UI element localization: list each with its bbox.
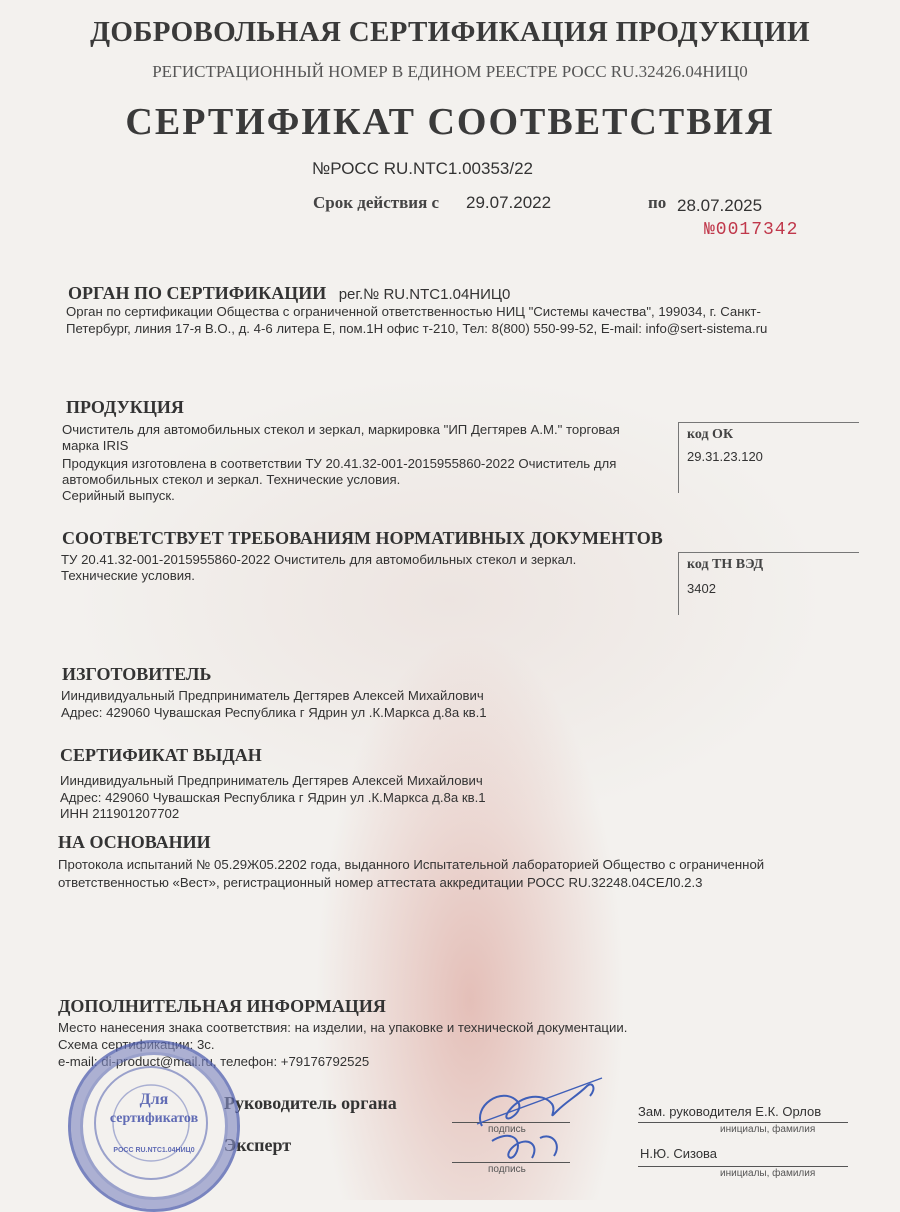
name-line-head xyxy=(638,1122,848,1123)
name-line-expert xyxy=(638,1166,848,1167)
signature-caption-head: подпись xyxy=(488,1124,526,1135)
tnved-code-value: 3402 xyxy=(687,581,716,596)
okpd-code-box xyxy=(678,422,859,493)
signature-caption-expert: подпись xyxy=(488,1164,526,1175)
okpd-code-title: код ОК xyxy=(687,427,734,442)
valid-to-date: 28.07.2025 xyxy=(677,196,763,215)
stamp-line3: РОСС RU.NTC1.04НИЦ0 xyxy=(113,1147,195,1154)
certification-stamp xyxy=(68,1040,240,1212)
additional-info-line3: e-mail: di-product@mail.ru, телефон: +79176792525 xyxy=(58,1054,370,1069)
certification-body-reg: рег.№ RU.NTC1.04НИЦ0 xyxy=(338,286,511,303)
valid-from-date: 29.07.2022 xyxy=(466,193,552,212)
certification-body-line2: Петербург, линия 17-я В.О., д. 4-6 литера Е, пом.1Н офис т-210, Тел: 8(800) 550-99-52, E-mail: info@sert-sistema.ru xyxy=(66,321,768,336)
issued-to-line1: Ииндивидуальный Предприниматель Дегтярев Алексей Михайлович xyxy=(60,773,483,788)
head-of-body-label: Руководитель органа xyxy=(224,1093,397,1113)
product-title: ПРОДУКЦИЯ xyxy=(66,397,184,417)
tnved-code-box xyxy=(678,552,859,615)
certification-body-line1: Орган по сертификации Общества с ограниченной ответственностью НИЦ "Системы качества", 199034, г. Санкт- xyxy=(66,304,761,319)
handwritten-signature xyxy=(462,1066,612,1176)
expert-label: Эксперт xyxy=(224,1135,292,1155)
product-line4: автомобильных стекол и зеркал. Технические условия. xyxy=(62,472,401,487)
additional-info-line1: Место нанесения знака соответствия: на изделии, на упаковке и технической документации. xyxy=(58,1020,628,1035)
product-line5: Серийный выпуск. xyxy=(62,488,175,503)
basis-title: НА ОСНОВАНИИ xyxy=(58,832,211,852)
manufacturer-line1: Ииндивидуальный Предприниматель Дегтярев Алексей Михайлович xyxy=(61,688,484,703)
valid-to-label: по xyxy=(648,193,667,212)
validity-label: Срок действия с xyxy=(313,193,440,212)
header-registry: РЕГИСТРАЦИОННЫЙ НОМЕР В ЕДИНОМ РЕЕСТРЕ РОСС RU.32426.04НИЦ0 xyxy=(152,62,748,81)
tnved-code-title: код ТН ВЭД xyxy=(687,557,764,572)
manufacturer-title: ИЗГОТОВИТЕЛЬ xyxy=(62,664,212,684)
page-title: СЕРТИФИКАТ СООТВЕТСТВИЯ xyxy=(125,101,775,143)
product-line1: Очиститель для автомобильных стекол и зеркал, маркировка "ИП Дегтярев А.М." торговая xyxy=(62,422,620,437)
certificate-number: №РОСС RU.NTC1.00353/22 xyxy=(312,159,533,178)
basis-line1: Протокола испытаний № 05.29Ж05.2202 года, выданного Испытательной лабораторией Общество с ограниченной xyxy=(58,857,765,872)
product-line3: Продукция изготовлена в соответствии ТУ 20.41.32-001-2015955860-2022 Очиститель для xyxy=(62,456,617,471)
product-line2: марка IRIS xyxy=(62,438,129,453)
name-caption-expert: инициалы, фамилия xyxy=(720,1168,816,1179)
name-caption-head: инициалы, фамилия xyxy=(720,1124,816,1135)
conformity-line2: Технические условия. xyxy=(61,568,195,583)
header-title-top: ДОБРОВОЛЬНАЯ СЕРТИФИКАЦИЯ ПРОДУКЦИИ xyxy=(90,16,810,48)
issued-to-line2: Адрес: 429060 Чувашская Республика г Ядрин ул .К.Маркса д.8а кв.1 xyxy=(60,790,486,805)
issued-to-title: СЕРТИФИКАТ ВЫДАН xyxy=(60,745,262,765)
stamp-line2: сертификатов xyxy=(109,1111,199,1126)
conformity-line1: ТУ 20.41.32-001-2015955860-2022 Очиститель для автомобильных стекол и зеркал. xyxy=(61,552,577,567)
head-name: Зам. руководителя Е.К. Орлов xyxy=(638,1104,822,1119)
additional-info-line2: Схема сертификации: 3с. xyxy=(58,1037,215,1052)
stamp-line1: Для xyxy=(139,1091,169,1108)
okpd-code-value: 29.31.23.120 xyxy=(687,449,763,464)
certification-body-title: ОРГАН ПО СЕРТИФИКАЦИИ xyxy=(68,283,327,303)
basis-line2: ответственностью «Вест», регистрационный номер аттестата аккредитации РОСС RU.32248.04СЕЛ0.2.3 xyxy=(58,875,703,890)
additional-info-title: ДОПОЛНИТЕЛЬНАЯ ИНФОРМАЦИЯ xyxy=(58,996,386,1016)
blank-serial-number: №0017342 xyxy=(704,220,799,240)
conformity-title: СООТВЕТСТВУЕТ ТРЕБОВАНИЯМ НОРМАТИВНЫХ ДОКУМЕНТОВ xyxy=(62,528,663,548)
certification-body-heading xyxy=(68,283,510,304)
manufacturer-line2: Адрес: 429060 Чувашская Республика г Ядрин ул .К.Маркса д.8а кв.1 xyxy=(61,705,487,720)
expert-name: Н.Ю. Сизова xyxy=(640,1146,718,1161)
issued-to-line3: ИНН 211901207702 xyxy=(60,806,180,821)
